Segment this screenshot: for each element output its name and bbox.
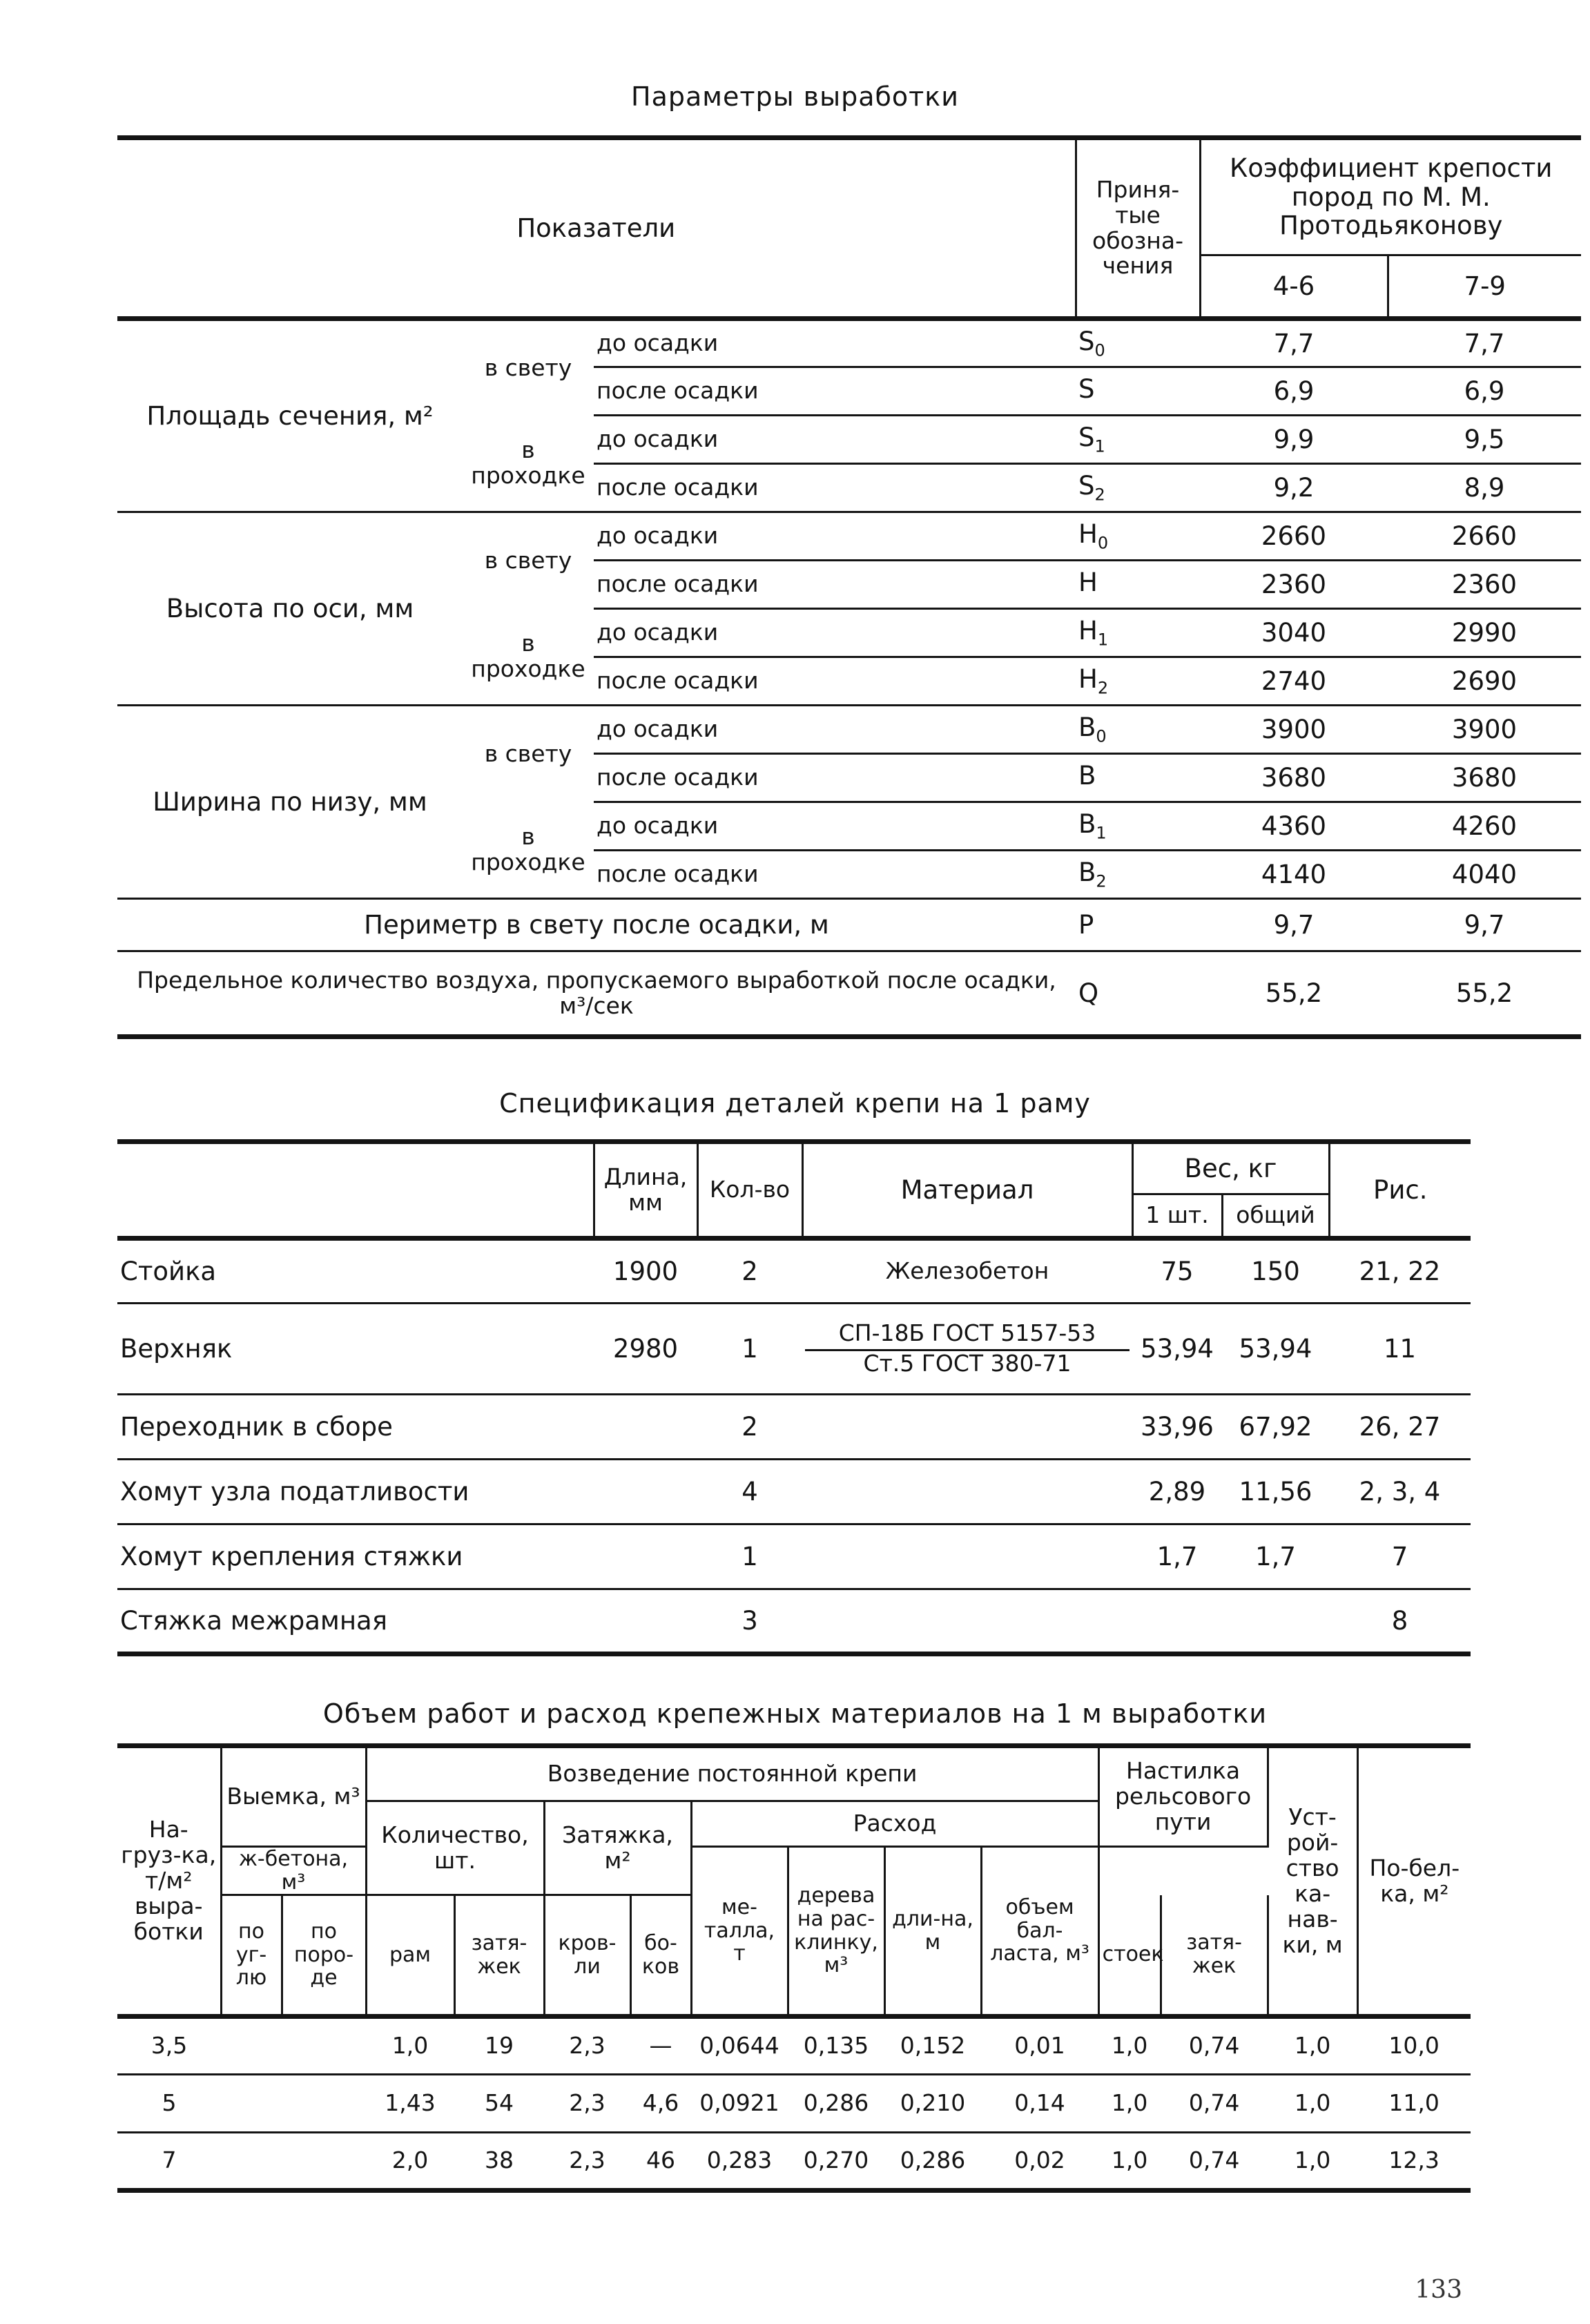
symbol-letter: B bbox=[1078, 760, 1096, 791]
symbol bbox=[1076, 464, 1200, 512]
value-b: 2660 bbox=[1388, 512, 1581, 561]
cell-ballast: 0,74 bbox=[1188, 2089, 1240, 2117]
symbol-letter: H bbox=[1078, 519, 1098, 549]
t3-header-rc: ж-бетона, м³ bbox=[221, 1847, 366, 1895]
symbol-letter: B bbox=[1078, 808, 1096, 839]
t3-header-posts: стоек bbox=[1098, 1895, 1161, 2017]
condition: до осадки bbox=[594, 512, 1076, 561]
value-b: 2990 bbox=[1388, 609, 1581, 657]
value-a: 9,2 bbox=[1273, 472, 1315, 503]
t3-title: Объем работ и расход крепежных материалов на 1 м выработки bbox=[322, 1698, 1268, 1729]
part-qty: 1 bbox=[741, 1541, 758, 1571]
t1-air-b: 55,2 bbox=[1455, 978, 1513, 1008]
part-figure: 26, 27 bbox=[1359, 1411, 1441, 1442]
symbol-letter: B bbox=[1078, 712, 1096, 742]
part-material bbox=[802, 1524, 1132, 1589]
cell-frames: 1,43 bbox=[385, 2089, 436, 2117]
part-length bbox=[594, 1524, 697, 1589]
cell-e2 bbox=[282, 2133, 366, 2191]
cell-lagsv: 0,135 bbox=[803, 2032, 869, 2060]
cell-lagsv: 0,286 bbox=[803, 2089, 869, 2117]
t3-header-erection: Возведение постоянной крепи bbox=[366, 1746, 1098, 1801]
t1-air-a: 55,2 bbox=[1265, 978, 1323, 1008]
group-name: Площадь сечения, м² bbox=[146, 400, 434, 431]
condition: после осадки bbox=[594, 367, 1076, 416]
group-subhead: в проходке bbox=[471, 629, 585, 682]
part-weight-one: 1,7 bbox=[1156, 1541, 1198, 1571]
cell-e2 bbox=[282, 2017, 366, 2075]
cell-load: 7 bbox=[162, 2147, 177, 2174]
cell-load: 3,5 bbox=[151, 2032, 188, 2060]
group-subhead: в проходке bbox=[471, 436, 585, 489]
cell-lags: 19 bbox=[485, 2032, 514, 2060]
part-material bbox=[802, 1395, 1132, 1460]
value-b: 3900 bbox=[1388, 706, 1581, 754]
specification-table bbox=[117, 1139, 1471, 1656]
t1-perimeter-b: 9,7 bbox=[1464, 909, 1505, 940]
t3-header-frames: рам bbox=[366, 1895, 454, 2017]
material-line-2: Ст.5 ГОСТ 380-71 bbox=[863, 1350, 1072, 1377]
part-figure: 8 bbox=[1391, 1605, 1408, 1636]
t3-header-lags: затя-жек bbox=[454, 1895, 544, 2017]
part-length: 2980 bbox=[612, 1333, 679, 1364]
symbol-index: 0 bbox=[1096, 726, 1107, 746]
condition: после осадки bbox=[597, 860, 759, 888]
value-b: 6,9 bbox=[1388, 367, 1581, 416]
part-material bbox=[802, 1304, 1132, 1395]
value-b: 4040 bbox=[1451, 859, 1518, 889]
part-weight-one: 33,96 bbox=[1141, 1411, 1214, 1442]
t2-header-name bbox=[117, 1142, 594, 1239]
symbol bbox=[1076, 319, 1200, 367]
cell-wood: 0,14 bbox=[1014, 2089, 1065, 2117]
part-material bbox=[802, 1460, 1132, 1524]
part-length bbox=[594, 1460, 697, 1524]
value-b: 2360 bbox=[1388, 561, 1581, 609]
part-qty: 2 bbox=[741, 1256, 758, 1286]
t3-header-roof: кров-ли bbox=[544, 1895, 630, 2017]
cell-lags: 54 bbox=[485, 2089, 514, 2117]
group-subhead: в свету bbox=[484, 354, 572, 381]
symbol-index: 1 bbox=[1096, 823, 1107, 843]
t2-header-figure: Рис. bbox=[1329, 1142, 1471, 1239]
group-name: Высота по оси, мм bbox=[166, 593, 414, 623]
cell-ballast: 0,74 bbox=[1188, 2032, 1240, 2060]
value-b: 3680 bbox=[1388, 754, 1581, 802]
value-b: 8,9 bbox=[1464, 472, 1505, 503]
cell-sides: 46 bbox=[646, 2147, 675, 2174]
symbol-index: 0 bbox=[1097, 533, 1109, 553]
symbol bbox=[1076, 657, 1200, 706]
group-name: Ширина по низу, мм bbox=[153, 786, 427, 817]
page-number: 133 bbox=[1415, 2276, 1462, 2304]
t2-header-length: Длина, мм bbox=[594, 1142, 697, 1239]
t2-header-weight-total: общий bbox=[1222, 1194, 1329, 1239]
material-line-1: СП-18Б ГОСТ 5157-53 bbox=[805, 1321, 1130, 1351]
part-figure: 2, 3, 4 bbox=[1359, 1476, 1441, 1507]
part-figure: 7 bbox=[1391, 1541, 1408, 1571]
part-name: Хомут крепления стяжки bbox=[120, 1541, 463, 1571]
cell-ballast: 0,74 bbox=[1188, 2147, 1240, 2174]
cell-frames: 2,0 bbox=[391, 2147, 429, 2174]
cell-frames: 1,0 bbox=[391, 2032, 429, 2060]
symbol bbox=[1076, 512, 1200, 561]
t3-header-track-length: дли-на, м bbox=[884, 1847, 981, 2017]
t3-header-exc-coal: по уг-лю bbox=[221, 1895, 282, 2017]
symbol bbox=[1076, 367, 1200, 416]
condition: после осадки bbox=[594, 561, 1076, 609]
cell-posts: 0,0644 bbox=[699, 2032, 779, 2060]
symbol bbox=[1076, 416, 1200, 464]
cell-tlen: 1,0 bbox=[1111, 2147, 1148, 2174]
symbol bbox=[1076, 802, 1200, 851]
cell-load: 5 bbox=[162, 2089, 177, 2117]
symbol bbox=[1076, 561, 1200, 609]
t2-header-weight-one: 1 шт. bbox=[1132, 1194, 1222, 1239]
cell-white: 10,0 bbox=[1388, 2032, 1439, 2060]
part-name: Стяжка межрамная bbox=[120, 1605, 387, 1636]
value-a: 4140 bbox=[1261, 859, 1327, 889]
value-a: 7,7 bbox=[1200, 319, 1388, 367]
cell-sides: 4,6 bbox=[642, 2089, 679, 2117]
part-weight-one: 2,89 bbox=[1148, 1476, 1206, 1507]
part-length: 1900 bbox=[612, 1256, 679, 1286]
cell-tlen: 1,0 bbox=[1111, 2089, 1148, 2117]
part-weight-total: 11,56 bbox=[1239, 1476, 1312, 1507]
part-weight-one bbox=[1132, 1589, 1222, 1654]
condition: до осадки bbox=[594, 802, 1076, 851]
cell-lagsv: 0,270 bbox=[803, 2147, 869, 2174]
symbol-index: 2 bbox=[1096, 871, 1107, 891]
part-length bbox=[594, 1395, 697, 1460]
condition: до осадки bbox=[594, 416, 1076, 464]
cell-white: 11,0 bbox=[1388, 2089, 1439, 2117]
group-subhead: в свету bbox=[484, 546, 572, 574]
t3-header-excavation: Выемка, м³ bbox=[221, 1746, 366, 1847]
t1-title: Параметры выработки bbox=[631, 81, 959, 112]
symbol bbox=[1076, 851, 1200, 899]
part-qty: 3 bbox=[741, 1605, 758, 1636]
value-a: 6,9 bbox=[1200, 367, 1388, 416]
value-a: 9,9 bbox=[1200, 416, 1388, 464]
part-weight-total bbox=[1222, 1589, 1329, 1654]
cell-ditch: 1,0 bbox=[1294, 2032, 1331, 2060]
t2-header-weight: Вес, кг bbox=[1132, 1142, 1329, 1194]
value-a: 3900 bbox=[1200, 706, 1388, 754]
part-name: Верхняк bbox=[120, 1333, 233, 1364]
cell-sides: — bbox=[649, 2032, 672, 2060]
value-a: 2660 bbox=[1200, 512, 1388, 561]
part-qty: 2 bbox=[741, 1411, 758, 1442]
t1-header-indicators: Показатели bbox=[117, 138, 1076, 319]
t3-header-whitewash: По-бел-ка, м² bbox=[1357, 1746, 1471, 2017]
part-weight-one: 75 bbox=[1161, 1256, 1194, 1286]
value-a: 3040 bbox=[1200, 609, 1388, 657]
symbol-index: 2 bbox=[1094, 485, 1105, 505]
cell-tlen: 1,0 bbox=[1111, 2032, 1148, 2060]
t1-header-symbols: Приня-тые обозна-чения bbox=[1076, 138, 1200, 319]
part-figure: 21, 22 bbox=[1359, 1256, 1441, 1286]
symbol-letter: H bbox=[1078, 615, 1098, 646]
t2-header-qty: Кол-во bbox=[697, 1142, 802, 1239]
t1-header-range-b: 7-9 bbox=[1388, 255, 1581, 319]
symbol-letter: S bbox=[1078, 374, 1095, 404]
condition: до осадки bbox=[594, 609, 1076, 657]
cell-posts: 0,0921 bbox=[699, 2089, 779, 2117]
t1-perimeter-symbol: P bbox=[1078, 909, 1094, 940]
value-a: 2360 bbox=[1200, 561, 1388, 609]
t3-header-wood: дерева на рас-клинку, м³ bbox=[788, 1847, 884, 2017]
part-qty: 4 bbox=[741, 1476, 758, 1507]
value-b: 9,5 bbox=[1388, 416, 1581, 464]
part-weight-total: 67,92 bbox=[1239, 1411, 1312, 1442]
value-a: 3680 bbox=[1200, 754, 1388, 802]
t3-header-exc-rock: по поро-де bbox=[282, 1895, 366, 2017]
part-weight-total: 53,94 bbox=[1239, 1333, 1312, 1364]
value-b: 4260 bbox=[1388, 802, 1581, 851]
symbol-letter: S bbox=[1078, 470, 1095, 501]
symbol-letter: B bbox=[1078, 857, 1096, 887]
group-subhead: в проходке bbox=[471, 822, 585, 875]
symbol-index: 1 bbox=[1094, 436, 1105, 456]
cell-wood: 0,01 bbox=[1014, 2032, 1065, 2060]
cell-roof: 2,3 bbox=[569, 2147, 605, 2174]
value-a: 4360 bbox=[1200, 802, 1388, 851]
part-name: Стойка bbox=[120, 1256, 217, 1286]
symbol-letter: S bbox=[1078, 326, 1095, 356]
condition: до осадки bbox=[594, 706, 1076, 754]
work-volume-table bbox=[117, 1743, 1471, 2193]
t2-header-material: Материал bbox=[802, 1142, 1132, 1239]
t1-perimeter-a: 9,7 bbox=[1273, 909, 1315, 940]
t3-header-ballast: объем бал-ласта, м³ bbox=[981, 1847, 1098, 2017]
t1-header-coefficient: Коэффициент крепости пород по М. М. Протодьяконову bbox=[1200, 138, 1581, 255]
condition: до осадки bbox=[594, 319, 1076, 367]
cell-posts: 0,283 bbox=[706, 2147, 773, 2174]
part-qty: 1 bbox=[741, 1333, 758, 1364]
part-length bbox=[594, 1589, 697, 1654]
t1-air-label: Предельное количество воздуха, пропускаемого выработкой после осадки, м³/сек bbox=[137, 966, 1056, 1019]
part-weight-total: 1,7 bbox=[1255, 1541, 1296, 1571]
t3-header-count: Количество, шт. bbox=[366, 1801, 544, 1895]
part-material bbox=[802, 1239, 1132, 1304]
cell-e1 bbox=[221, 2075, 282, 2133]
part-name: Хомут узла податливости bbox=[120, 1476, 469, 1507]
cell-white: 12,3 bbox=[1388, 2147, 1439, 2174]
symbol bbox=[1076, 706, 1200, 754]
material-line-1: Железобетон bbox=[885, 1257, 1049, 1285]
t3-header-consumption: Расход bbox=[691, 1801, 1098, 1847]
t3-header-load: На-груз-ка, т/м² выра-ботки bbox=[117, 1746, 221, 2017]
t2-title: Спецификация деталей крепи на 1 раму bbox=[499, 1088, 1091, 1119]
cell-lags: 38 bbox=[485, 2147, 514, 2174]
condition: после осадки bbox=[594, 754, 1076, 802]
symbol-letter: S bbox=[1078, 422, 1095, 452]
cell-metal: 0,152 bbox=[900, 2032, 966, 2060]
t3-header-lags-rc: затя-жек bbox=[1161, 1895, 1268, 2017]
cell-e1 bbox=[221, 2017, 282, 2075]
condition: после осадки bbox=[597, 667, 759, 695]
cell-metal: 0,210 bbox=[900, 2089, 966, 2117]
symbol-index: 1 bbox=[1097, 630, 1109, 650]
parameters-table bbox=[117, 135, 1581, 1039]
t3-header-track: Настилка рельсового пути bbox=[1098, 1746, 1268, 1847]
part-weight-one: 53,94 bbox=[1141, 1333, 1214, 1364]
symbol-index: 0 bbox=[1094, 340, 1105, 360]
t3-header-ditch: Уст-рой-ство ка-нав-ки, м bbox=[1268, 1746, 1357, 2017]
value-b: 7,7 bbox=[1388, 319, 1581, 367]
t1-perimeter-label: Периметр в свету после осадки, м bbox=[364, 909, 829, 940]
t3-header-sides: бо-ков bbox=[630, 1895, 691, 2017]
cell-ditch: 1,0 bbox=[1294, 2089, 1331, 2117]
cell-ditch: 1,0 bbox=[1294, 2147, 1331, 2174]
value-a: 2740 bbox=[1261, 666, 1327, 696]
cell-e2 bbox=[282, 2075, 366, 2133]
t1-air-symbol: Q bbox=[1078, 978, 1099, 1008]
cell-e1 bbox=[221, 2133, 282, 2191]
symbol-letter: H bbox=[1078, 567, 1098, 597]
part-weight-total: 150 bbox=[1251, 1256, 1300, 1286]
cell-roof: 2,3 bbox=[569, 2089, 605, 2117]
group-subhead: в свету bbox=[484, 739, 572, 767]
symbol-index: 2 bbox=[1097, 678, 1109, 698]
part-material bbox=[802, 1589, 1132, 1654]
t1-header-range-a: 4-6 bbox=[1200, 255, 1388, 319]
symbol-letter: H bbox=[1078, 664, 1098, 694]
cell-wood: 0,02 bbox=[1014, 2147, 1065, 2174]
t3-header-tightening: Затяжка, м² bbox=[544, 1801, 691, 1895]
t3-header-metal: ме-талла, т bbox=[691, 1847, 788, 2017]
cell-roof: 2,3 bbox=[569, 2032, 605, 2060]
part-name: Переходник в сборе bbox=[120, 1411, 393, 1442]
condition: после осадки bbox=[597, 474, 759, 501]
value-b: 2690 bbox=[1451, 666, 1518, 696]
symbol bbox=[1076, 754, 1200, 802]
symbol bbox=[1076, 609, 1200, 657]
cell-metal: 0,286 bbox=[900, 2147, 966, 2174]
part-figure: 11 bbox=[1383, 1333, 1417, 1364]
